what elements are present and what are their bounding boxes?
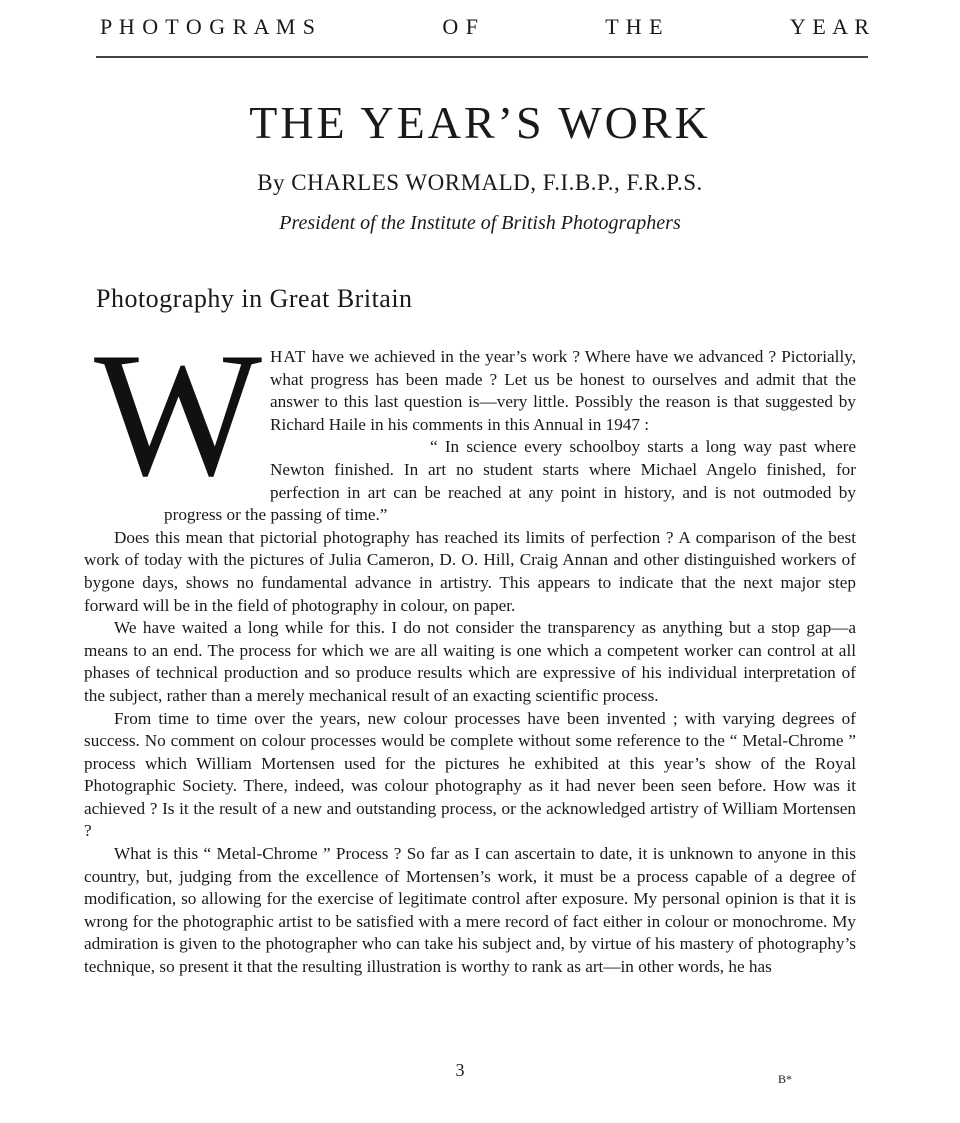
running-head <box>100 14 870 40</box>
page-number: 3 <box>455 1060 465 1080</box>
paragraph-1-text: have we achieved in the year’s work ? Where have we advanced ? Pictorially, what progress has been made ? Let us be honest to ourselves and admit that the answer to this last question is—very little. Possibly the reason is that suggested by Richard Haile in his comments in this Annual in 1947 : <box>270 347 856 434</box>
section-heading: Photography in Great Britain <box>96 284 413 313</box>
signature-mark: B* <box>778 1072 793 1086</box>
running-head-word-2: O F <box>442 14 479 39</box>
author-affiliation: President of the Institute of British Photographers <box>279 212 681 234</box>
running-head-word-1: P H O T O G R A M S <box>100 14 317 39</box>
running-head-word-4: Y E A R <box>789 14 870 39</box>
article-body <box>84 315 856 979</box>
running-head-word-3: T H E <box>605 14 664 39</box>
paragraph-2: Does this mean that pictorial photography has reached its limits of perfection ? A comparison of the best work of today with the pictures of Julia Cameron, D. O. Hill, Craig Annan and other distinguished workers of bygone days, shows no fundamental advance in artistry. This appears to indicate that the next major step forward will be in the field of photography in colour, on paper. <box>84 527 856 615</box>
paragraph-4: From time to time over the years, new colour processes have been invented ; with varying degrees of success. No comment on colour processes would be complete without some reference to the “ Metal-Chrome ” process which William Mortensen used for the pictures he exhibited at this year’s show of the Royal Photographic Society. There, indeed, was colour photography as it had never been seen before. How was it achieved ? Is it the result of a new and outstanding process, or the acknowledged artistry of William Mortensen ? <box>84 708 856 841</box>
block-quote: “ In science every schoolboy starts a long way past where Newton finished. In art no student starts where Michael Angelo finished, for perfection in art can be reached at any point in history, and is not outmoded by progress or the passing of time.” <box>164 437 856 525</box>
drop-cap: W <box>94 315 263 513</box>
lead-caps: HAT <box>270 347 307 366</box>
paragraph-3: We have waited a long while for this. I do not consider the transparency as anything but a stop gap—a means to an end. The process for which we are all waiting is one which a competent worker can control at all phases of technical production and so produce results which are expressive of his individual interpretation of the subject, rather than a merely mechanical result of an exacting scientific process. <box>84 618 856 705</box>
header-rule <box>96 56 868 58</box>
author-byline: By CHARLES WORMALD, F.I.B.P., F.R.P.S. <box>257 170 703 195</box>
article-title: THE YEAR’S WORK <box>249 97 711 148</box>
paragraph-5: What is this “ Metal-Chrome ” Process ? So far as I can ascertain to date, it is unknown to anyone in this country, but, judging from the excellence of Mortensen’s work, it must be a process capable of a degree of modification, so allowing for the exercise of legitimate control after exposure. My personal opinion is that it is wrong for the photographic artist to be satisfied with a mere record of fact either in colour or monochrome. My admiration is given to the photographer who can take his subject and, by virtue of his mastery of photography’s technique, so present it that the resulting illustration is worthy to rank as art—in other words, he has <box>84 844 856 977</box>
